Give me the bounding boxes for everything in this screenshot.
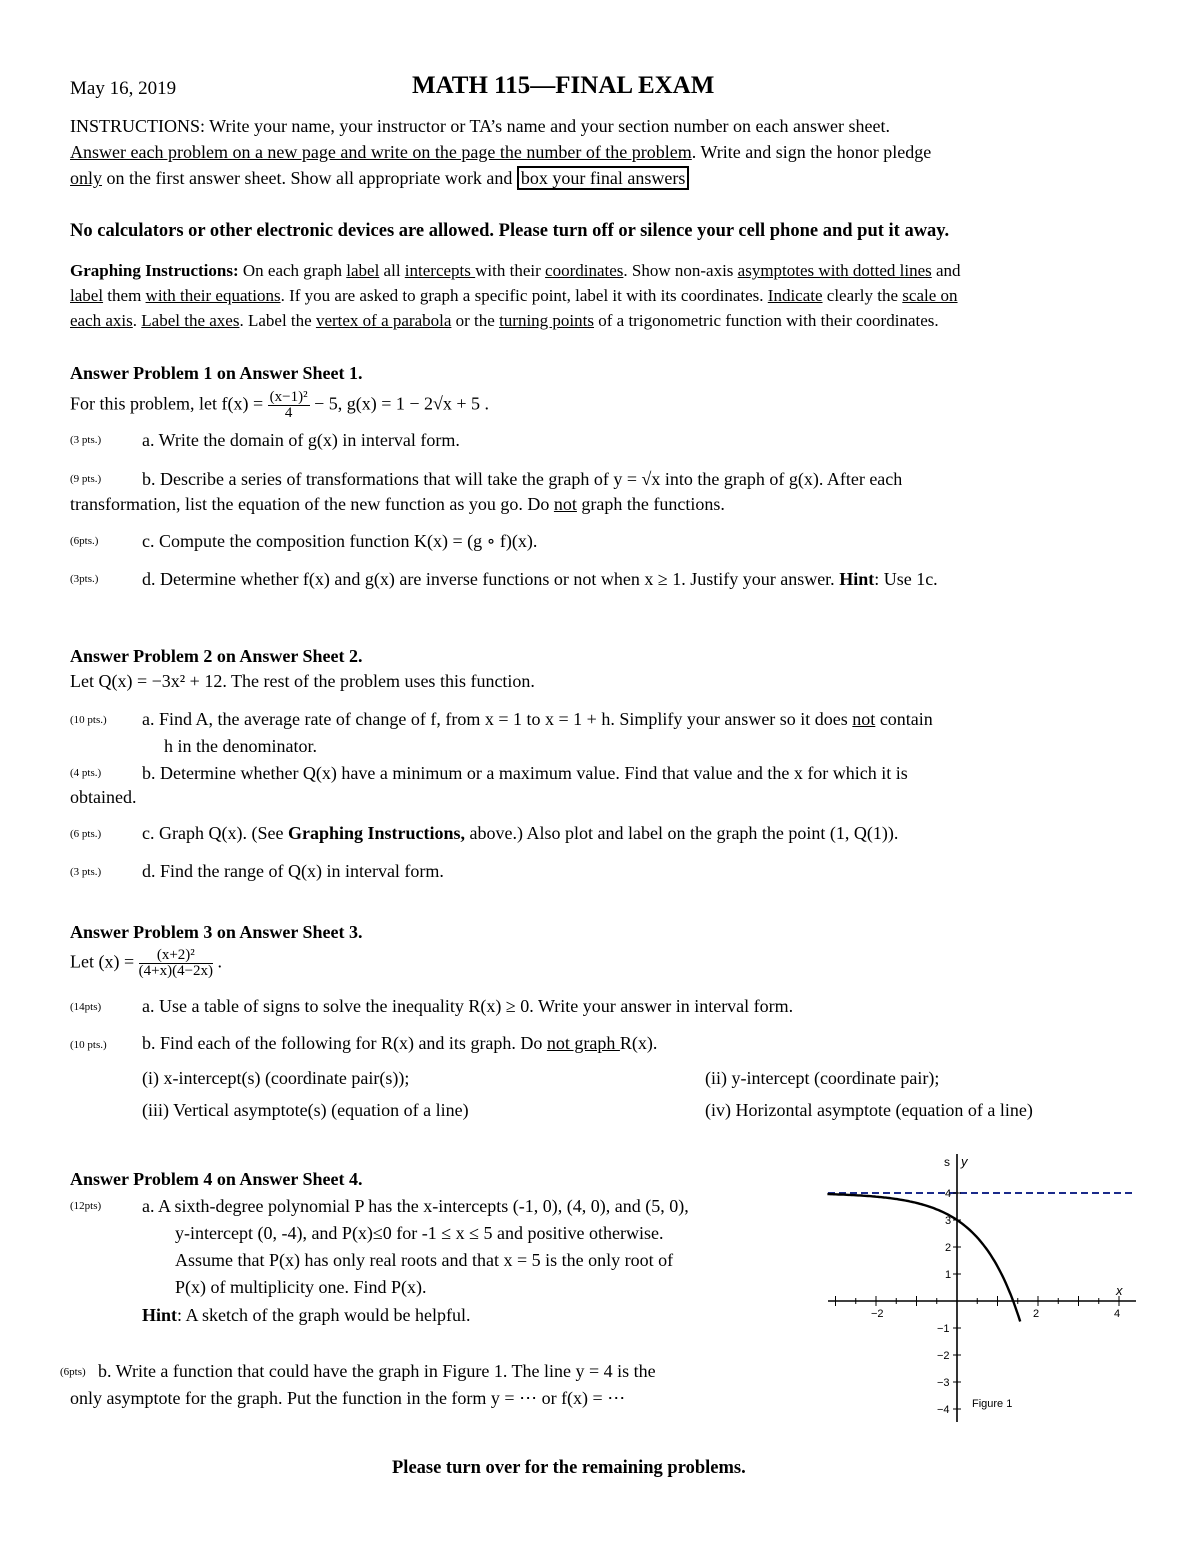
text: contain [875,709,933,729]
u-text: coordinates [545,261,624,280]
text: : A sketch of the graph would be helpful. [177,1305,471,1325]
text: . Show non-axis [623,261,738,280]
y-tick-label: −2 [937,1350,950,1362]
hint-label: Hint [142,1305,178,1325]
fraction-denominator: 4 [284,405,293,421]
text: them [103,286,146,305]
x-tick-label: −2 [871,1308,884,1320]
text: with their [475,261,546,280]
problem-4a-line-3: Assume that P(x) has only real roots and that x = 5 is the only root of [175,1250,674,1270]
x-tick-label: 4 [1114,1308,1121,1320]
text: transformation, list the equation of the new function as you go. Do [70,494,554,514]
problem-4a-line-4: P(x) of multiplicity one. Find P(x). [175,1277,427,1297]
problem-1-intro [70,390,489,421]
problem-4b-line-2: only asymptote for the graph. Put the function in the form y = ⋯ or f(x) = ⋯ [70,1388,626,1408]
text: and [931,261,961,280]
no-calculators-notice: No calculators or other electronic devices are allowed. Please turn off or silence your cell phone and put it away. [70,221,950,241]
y-tick-label: −1 [937,1323,950,1335]
text: . [132,311,142,330]
intro-text: − 5, g(x) = 1 − 2√x + 5 . [314,393,490,414]
problem-3b [142,1032,657,1054]
u-text: label [70,286,104,305]
u-text: each axis [70,311,133,330]
problem-1b: b. Describe a series of transformations that will take the graph of y = √x into the graph of g(x). After each [142,469,903,489]
intro-text: . [217,951,223,972]
text: graph the functions. [576,494,725,514]
u-text: Label the axes [141,311,240,330]
boxed-text: box your final answers [517,166,689,190]
footer-note: Please turn over for the remaining problems. [392,1458,746,1478]
instructions-line-2 [70,139,1130,165]
problem-4-hint [142,1304,470,1326]
y-tick-label: 1 [945,1269,952,1281]
graphing-line-2 [70,283,1130,308]
problem-4b-line-1: b. Write a function that could have the graph in Figure 1. The line y = 4 is the [98,1361,656,1381]
problem-3a: a. Use a table of signs to solve the inequality R(x) ≥ 0. Write your answer in interval form. [142,996,794,1016]
problem-4-heading: Answer Problem 4 on Answer Sheet 4. [70,1169,363,1189]
text: . If you are asked to graph a specific point, label it with its coordinates. [280,286,768,305]
text: d. Determine whether f(x) and g(x) are inverse functions or not when x ≥ 1. Justify your answer. [142,569,840,589]
problem-3-heading: Answer Problem 3 on Answer Sheet 3. [70,922,363,942]
u-text: not [553,494,577,514]
fraction-numerator: (x−1)² [269,389,308,405]
u-text: not [852,709,876,729]
problem-4a-line-2: y-intercept (0, -4), and P(x)≤0 for -1 ≤ x ≤ 5 and positive otherwise. [175,1223,664,1243]
u-text: turning points [499,311,594,330]
x-axis-label: x [1116,1283,1123,1298]
u-text: asymptotes with dotted lines [737,261,932,280]
text: R(x). [619,1033,658,1053]
u-text: vertex of a parabola [315,311,452,330]
instructions-text: on the first answer sheet. Show all appropriate work and [102,168,517,188]
intro-text: Let (x) = [70,951,135,972]
text: above.) Also plot and label on the graph the point (1, Q(1)). [465,823,899,843]
figure-caption: Figure 1 [972,1398,1013,1410]
problem-1-heading: Answer Problem 1 on Answer Sheet 1. [70,363,363,383]
text: On each graph [238,261,347,280]
problem-2c [142,822,898,844]
problem-1a: a. Write the domain of g(x) in interval form. [142,430,460,450]
text: b. Find each of the following for R(x) and its graph. Do [142,1033,547,1053]
points-label: (4 pts.) [70,767,102,779]
y-tick-label: −4 [937,1404,950,1416]
problem-3b-item-iii: (iii) Vertical asymptote(s) (equation of a line) [142,1100,469,1120]
instructions-text: . Write and sign the honor pledge [691,142,932,162]
problem-1c: c. Compute the composition function K(x) = (g ∘ f)(x). [142,531,538,551]
problem-2d: d. Find the range of Q(x) in interval form. [142,861,444,881]
u-text: scale on [902,286,958,305]
points-label: (6pts.) [70,535,99,547]
fraction-denominator: (4+x)(4−2x) [138,963,214,979]
y-axis-extra-label: s [944,1155,950,1169]
points-label: (10 pts.) [70,714,107,726]
instructions-block [70,113,1130,191]
points-label: (6pts) [60,1366,86,1378]
u-text: Indicate [767,286,823,305]
text: clearly the [822,286,903,305]
text: all [379,261,405,280]
instructions-line-1: INSTRUCTIONS: Write your name, your instructor or TA’s name and your section number on each answer sheet. [70,116,890,136]
problem-2b: b. Determine whether Q(x) have a minimum or a maximum value. Find that value and the x for which it is [142,763,908,783]
graphing-line-1 [70,258,1130,283]
fraction-numerator: (x+2)² [139,948,213,964]
y-axis-label: y [961,1154,968,1169]
instructions-underlined: Answer each problem on a new page and write on the page the number of the problem [70,142,692,162]
problem-2a [142,708,933,730]
points-label: (3 pts.) [70,434,102,446]
text: a. Find A, the average rate of change of f, from x = 1 to x = 1 + h. Simplify your answer so it does [142,709,853,729]
instructions-line-3 [70,165,1130,191]
problem-3-intro [70,948,222,979]
problem-3b-item-iv: (iv) Horizontal asymptote (equation of a line) [705,1100,1033,1120]
problem-3b-item-i: (i) x-intercept(s) (coordinate pair(s)); [142,1068,410,1088]
points-label: (9 pts.) [70,473,102,485]
points-label: (3 pts.) [70,866,102,878]
y-tick-label: −3 [937,1377,950,1389]
problem-2-heading: Answer Problem 2 on Answer Sheet 2. [70,646,363,666]
problem-1d [142,568,938,590]
problem-1b-cont [70,493,725,515]
text: : Use 1c. [874,569,938,589]
text: c. Graph Q(x). (See [142,823,288,843]
bold-text: Graphing Instructions, [287,823,465,843]
x-tick-label: 2 [1033,1308,1040,1320]
problem-2a-cont: h in the denominator. [164,736,317,756]
points-label: (12pts) [70,1200,102,1212]
fraction [268,390,310,421]
text: of a trigonometric function with their coordinates. [594,311,939,330]
y-tick-label: 2 [945,1242,952,1254]
exam-title: MATH 115—FINAL EXAM [412,72,715,99]
x-ticks [836,1296,1121,1320]
graphing-line-3 [70,308,1130,333]
graphing-instructions [70,258,1130,333]
intro-text: For this problem, let f(x) = [70,393,264,414]
problem-3b-item-ii: (ii) y-intercept (coordinate pair); [705,1068,940,1088]
u-text: label [346,261,380,280]
u-text: intercepts [404,261,476,280]
y-tick-label: 4 [945,1188,952,1200]
instructions-only: only [70,168,103,188]
problem-4a-line-1: a. A sixth-degree polynomial P has the x-intercepts (-1, 0), (4, 0), and (5, 0), [142,1196,689,1216]
y-tick-label: 3 [945,1215,952,1227]
points-label: (6 pts.) [70,828,102,840]
problem-2-intro: Let Q(x) = −3x² + 12. The rest of the problem uses this function. [70,671,535,691]
u-text: with their equations [145,286,281,305]
figure-1-graph [820,1150,1140,1425]
fraction [139,948,213,979]
hint-label: Hint [839,569,875,589]
exam-date: May 16, 2019 [70,78,177,99]
u-text: not graph [546,1033,620,1053]
text: . Label the [239,311,316,330]
points-label: (10 pts.) [70,1039,107,1051]
problem-2b-cont: obtained. [70,787,137,807]
graphing-label: Graphing Instructions: [70,261,239,280]
points-label: (3pts.) [70,573,99,585]
text: or the [451,311,500,330]
points-label: (14pts) [70,1001,102,1013]
figure-curve [827,1194,1020,1321]
